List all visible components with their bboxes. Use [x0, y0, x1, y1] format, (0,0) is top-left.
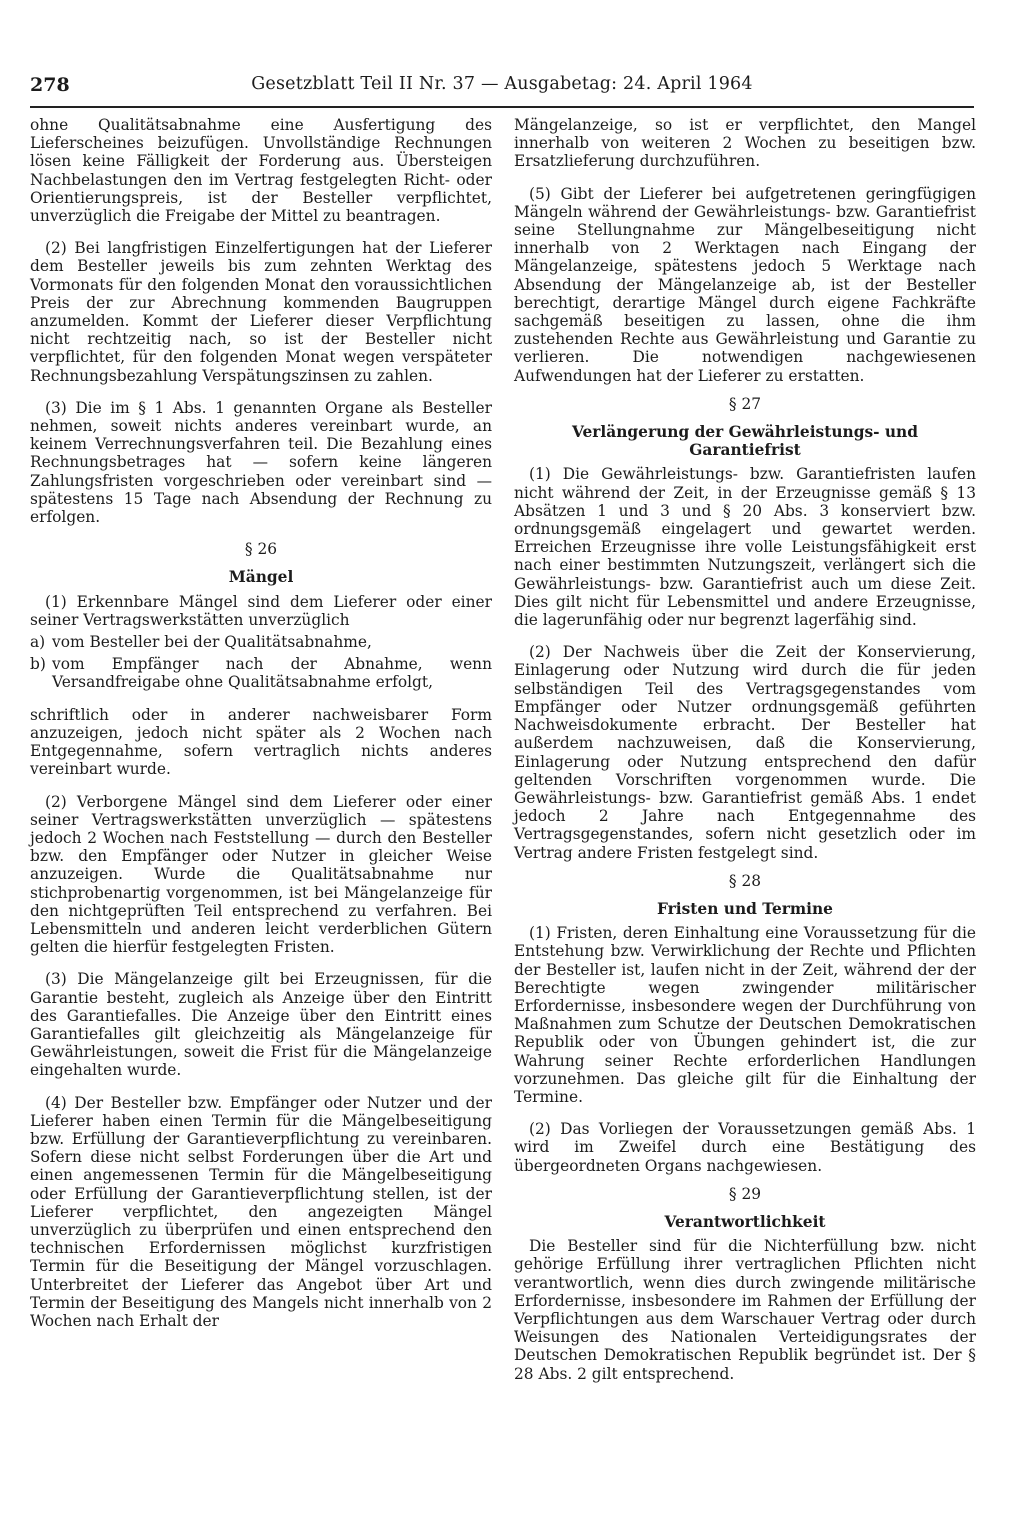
section-27-title: Verlängerung der Gewährleistungs- und Garantiefrist — [571, 423, 919, 460]
section-28-title: Fristen und Termine — [657, 899, 833, 918]
section-26-paragraph-4: (4) Der Besteller bzw. Empfänger oder Nutzer und der Lieferer haben einen Termin für die Mängelbeseitigung bzw. Erfüllung der Garantieverpflichtung zu vereinbaren. Sofern diese nicht selbst Forderungen über die Art und einen angemessenen Termin für die Mängelbeseitigung oder Erfüllung der Garantieverpflichtung stellen, ist der Lieferer verpflichtet, den angezeigten Mängel unverzüglich zu überprüfen und einen entsprechend den technischen Erfordernissen möglichst kurzfristigen Termin für die Beseitigung der Mängel vorzuschlagen. Unterbreitet der Lieferer das Angebot über Art und Termin der Beseitigung des Mangels nicht innerhalb von 2 Wochen nach Erhalt der — [30, 1093, 492, 1330]
section-26-paragraph-1: (1) Erkennbare Mängel sind dem Lieferer oder einer seiner Vertragswerkstätten unverzüglich — [30, 592, 492, 629]
section-28-number: § 28 — [728, 871, 762, 890]
section-29-title: Verantwortlichkeit — [664, 1212, 826, 1231]
section-26-paragraph-3: (3) Die Mängelanzeige gilt bei Erzeugnissen, für die Garantie besteht, zugleich als Anzeige über den Eintritt des Garantiefalles. Die Anzeige über den Eintritt eines Garantiefalles gilt gleichzeitig als Mängelanzeige für Gewährleistungen, soweit die Frist für die Mängelanzeige eingehalten wurde. — [30, 970, 492, 1080]
list-text-a: vom Besteller bei der Qualitätsabnahme, — [52, 633, 372, 652]
list-label-b: b) — [30, 655, 46, 674]
section-26-title: Mängel — [228, 568, 294, 587]
list-label-a: a) — [30, 633, 46, 652]
section-28-paragraph-1: (1) Fristen, deren Einhaltung eine Voraussetzung für die Entstehung bzw. Verwirklichung der Rechte und Pflichten der Besteller ist, laufen nicht in der Zeit, während der der Berechtigte wegen zwingender militärischer Erfordernisse, insbesondere wegen der Durchführung von Maßnahmen zum Schutze der Deutschen Demokratischen Republik oder von Übungen gehindert ist, die zur Wahrung seiner Rechte erforderlichen Handlungen vorzunehmen. Das gleiche gilt für die Einhaltung der Termine. — [514, 924, 976, 1106]
section-27-paragraph-1: (1) Die Gewährleistungs- bzw. Garantiefristen laufen nicht während der Zeit, in der Erzeugnisse gemäß § 13 Absätzen 1 und 3 und § 20 Abs. 3 konserviert bzw. ordnungsgemäß eingelagert und gewartet werden. Erreichen Erzeugnisse ihre volle Leistungsfähigkeit erst nach einer bestimmten Nutzungszeit, verlängert sich die Gewährleistungs- bzw. Garantiefrist auch um diese Zeit. Dies gilt nicht für Lebensmittel und andere Erzeugnisse, die lagerunfähig oder nur begrenzt lagerfähig sind. — [514, 465, 976, 630]
section-27-number: § 27 — [728, 394, 762, 413]
section-29-number: § 29 — [728, 1184, 762, 1203]
page-number: 278 — [30, 74, 70, 96]
left-column — [30, 116, 492, 1330]
section-26-paragraph-1-cont: schriftlich oder in anderer nachweisbarer Form anzuzeigen, jedoch nicht später als 2 Wochen nach Entgegennahme, sofern vertraglich nichts anderes vereinbart wurde. — [30, 705, 492, 779]
page-header — [30, 72, 974, 108]
paragraph-continued: ohne Qualitätsabnahme eine Ausfertigung des Lieferscheines beizufügen. Unvollständige Rechnungen lösen keine Fälligkeit der Forderung aus. Übersteigen Nachbelastungen den im Vertrag festgelegten Richt- oder Orientierungspreis, ist der Besteller verpflichtet, unverzüglich die Freigabe der Mittel zu beantragen. — [30, 116, 492, 226]
header-title: Gesetzblatt Teil II Nr. 37 — Ausgabetag: 24. April 1964 — [251, 74, 753, 94]
list-item-a — [30, 633, 492, 651]
list-item-b — [30, 655, 492, 691]
section-29-paragraph-1: Die Besteller sind für die Nichterfüllung bzw. nicht gehörige Erfüllung ihrer vertraglichen Pflichten nicht verantwortlich, wenn dies durch zwingende militärische Erfordernisse, insbesondere im Rahmen der Erfüllung der Verpflichtungen aus dem Warschauer Vertrag oder durch Weisungen des Nationalen Verteidigungsrates der Deutschen Demokratischen Republik begründet ist. Der § 28 Abs. 2 gilt entsprechend. — [514, 1237, 976, 1383]
section-26-paragraph-5: (5) Gibt der Lieferer bei aufgetretenen geringfügigen Mängeln während der Gewährleistungs- bzw. Garantiefrist seine Stellungnahme zur Mängelbeseitigung nicht innerhalb von 2 Werktagen nach Eingang der Mängelanzeige, spätestens jedoch 5 Werktage nach Absendung der Mängelanzeige ab, ist der Besteller berechtigt, derartige Mängel durch eigene Fachkräfte sachgemäß beseitigen zu lassen, ohne die ihm zustehenden Rechte aus Gewährleistung und Garantie zu verlieren. Die notwendigen nachgewiesenen Aufwendungen hat der Lieferer zu erstatten. — [514, 184, 976, 385]
list-text-b: vom Empfänger nach der Abnahme, wenn Versandfreigabe ohne Qualitätsabnahme erfolgt, — [52, 655, 492, 692]
paragraph-continued-right: Mängelanzeige, so ist er verpflichtet, den Mangel innerhalb von weiteren 2 Wochen zu beseitigen bzw. Ersatzlieferung durchzuführen. — [514, 116, 976, 171]
section-27-paragraph-2: (2) Der Nachweis über die Zeit der Konservierung, Einlagerung oder Nutzung wird durch die für jeden selbständigen Teil des Vertragsgegenstandes vom Empfänger oder Nutzer ordnungsgemäß geführten Nachweisdokumente erbracht. Der Besteller hat außerdem nachzuweisen, daß die Konservierung, Einlagerung oder Nutzung entsprechend den dafür geltenden Vorschriften vorgenommen wurde. Die Gewährleistungs- bzw. Garantiefrist gemäß Abs. 1 endet jedoch 2 Jahre nach Entgegennahme des Vertragsgegenstandes, sofern nicht gesetzlich oder im Vertrag andere Fristen festgelegt sind. — [514, 643, 976, 862]
paragraph-2: (2) Bei langfristigen Einzelfertigungen hat der Lieferer dem Besteller jeweils bis zum zehnten Werktag des Vormonats für den folgenden Monat den voraussichtlichen Preis der zur Abrechnung kommenden Baugruppen anzumelden. Kommt der Lieferer dieser Verpflichtung nicht rechtzeitig nach, so ist der Besteller nicht verpflichtet, für den folgenden Monat wegen verspäteter Rechnungsbezahlung Verspätungszinsen zu zahlen. — [30, 239, 492, 385]
paragraph-3: (3) Die im § 1 Abs. 1 genannten Organe als Besteller nehmen, soweit nichts anderes vereinbart wurde, an keinem Verrechnungsverfahren teil. Die Bezahlung eines Rechnungsbetrages hat — sofern keine längeren Zahlungsfristen vorgeschrieben oder vereinbart sind — spätestens 15 Tage nach Absendung der Rechnung zu erfolgen. — [30, 398, 492, 527]
right-column — [514, 116, 976, 1383]
section-26-paragraph-2: (2) Verborgene Mängel sind dem Lieferer oder einer seiner Vertragswerkstätten unverzüglich — spätestens jedoch 2 Wochen nach Feststellung — durch den Besteller bzw. den Empfänger oder Nutzer in gleicher Weise anzuzeigen. Wurde die Qualitätsabnahme nur stichprobenartig vorgenommen, ist bei Mängelanzeige für den nichtgeprüften Teil entsprechend zu verfahren. Bei Lebensmitteln und anderen leicht verderblichen Gütern gelten die hierfür festgelegten Fristen. — [30, 792, 492, 957]
section-26-number: § 26 — [244, 540, 278, 559]
section-28-paragraph-2: (2) Das Vorliegen der Voraussetzungen gemäß Abs. 1 wird im Zweifel durch eine Bestätigung des übergeordneten Organs nachgewiesen. — [514, 1120, 976, 1175]
